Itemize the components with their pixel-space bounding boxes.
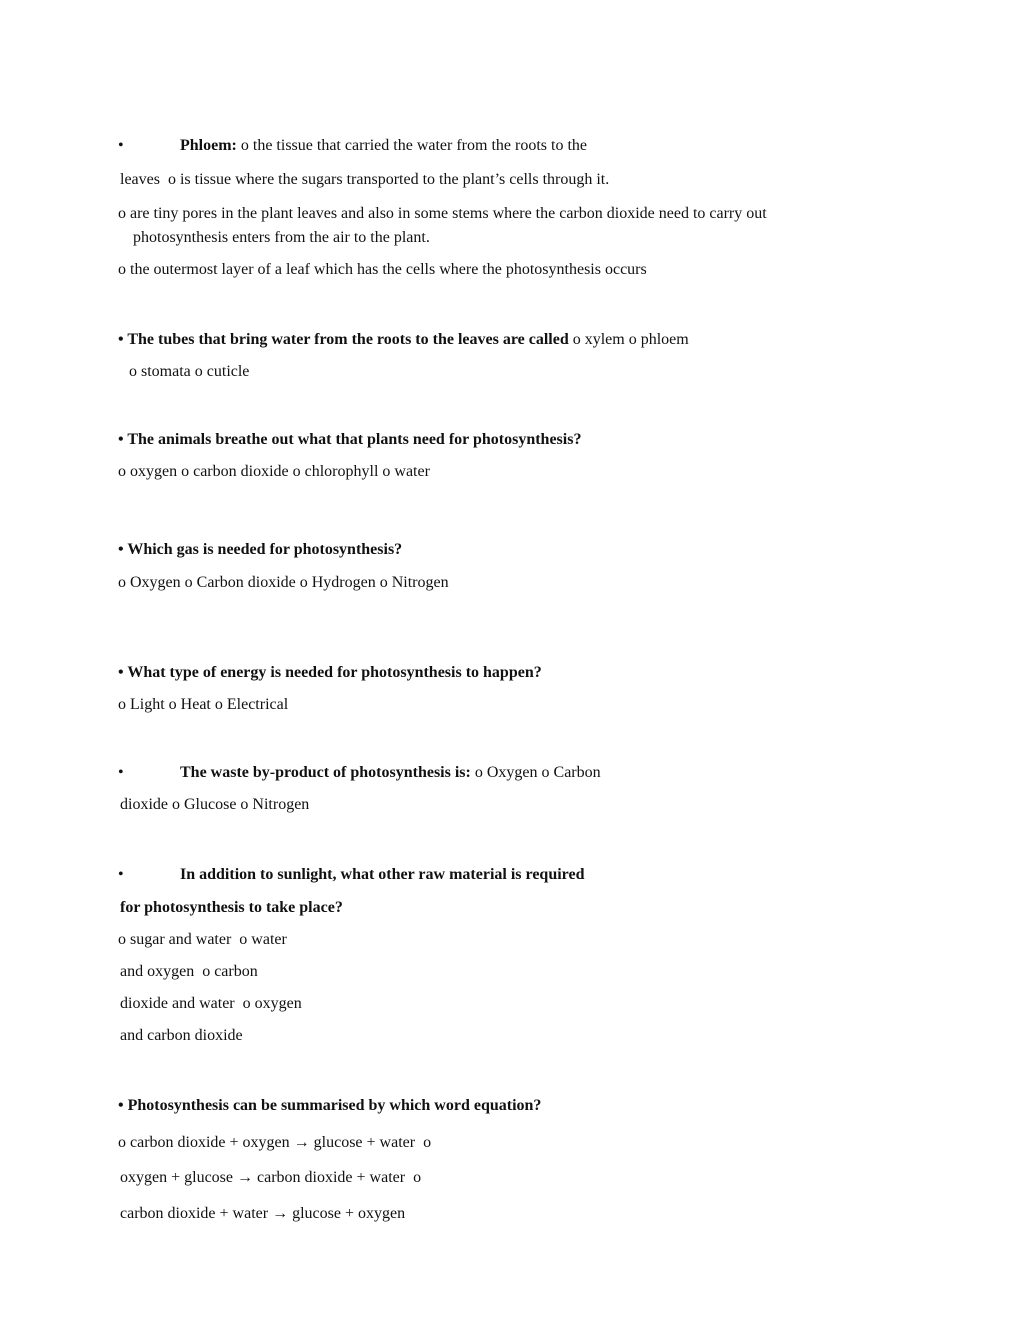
bullet: •: [118, 137, 124, 154]
q1-option-text: o the tissue that carried the water from the roots to the: [236, 137, 587, 154]
q1-line1: [180, 138, 587, 154]
q8-option-line: carbon dioxide + water → glucose + oxygen: [120, 1205, 406, 1222]
q8-option-line: o carbon dioxide + oxygen → glucose + water o: [118, 1134, 432, 1151]
bullet: •: [118, 764, 124, 781]
q2-line1: [118, 332, 689, 348]
q7-question-line1: In addition to sunlight, what other raw material is required: [180, 866, 585, 883]
q4-question: • Which gas is needed for photosynthesis?: [118, 541, 403, 558]
q2-question: • The tubes that bring water from the roots to the leaves are called: [118, 331, 569, 348]
q4-options: o Oxygen o Carbon dioxide o Hydrogen o Nitrogen: [118, 574, 449, 591]
q6-line1: [180, 765, 601, 781]
q8-option-line: oxygen + glucose → carbon dioxide + water o: [120, 1169, 422, 1186]
q7-option-line: and carbon dioxide: [120, 1027, 243, 1044]
q1-line3: o are tiny pores in the plant leaves and also in some stems where the carbon dioxide need to carry out: [118, 205, 767, 222]
q2-options-line1: o xylem o phloem: [568, 331, 689, 348]
q1-line5: o the outermost layer of a leaf which has the cells where the photosynthesis occurs: [118, 261, 647, 278]
q3-question: • The animals breathe out what that plants need for photosynthesis?: [118, 431, 582, 448]
bullet: •: [118, 866, 124, 883]
q2-options-line2: o stomata o cuticle: [129, 363, 250, 380]
q7-option-line: o sugar and water o water: [118, 931, 287, 948]
q6-options-line1: o Oxygen o Carbon: [470, 764, 601, 781]
q7-option-line: and oxygen o carbon: [120, 963, 258, 980]
q6-question: The waste by-product of photosynthesis is:: [180, 764, 471, 781]
q1-line2: leaves o is tissue where the sugars transported to the plant’s cells through it.: [120, 171, 610, 188]
phloem-label: Phloem:: [180, 137, 237, 154]
q5-options: o Light o Heat o Electrical: [118, 696, 289, 713]
q6-options-line2: dioxide o Glucose o Nitrogen: [120, 796, 310, 813]
q1-line4: photosynthesis enters from the air to the plant.: [133, 229, 430, 246]
q5-question: • What type of energy is needed for photosynthesis to happen?: [118, 664, 542, 681]
q7-question-line2: for photosynthesis to take place?: [120, 899, 343, 916]
q8-question: • Photosynthesis can be summarised by which word equation?: [118, 1097, 542, 1114]
q3-options: o oxygen o carbon dioxide o chlorophyll o water: [118, 463, 430, 480]
q7-option-line: dioxide and water o oxygen: [120, 995, 302, 1012]
